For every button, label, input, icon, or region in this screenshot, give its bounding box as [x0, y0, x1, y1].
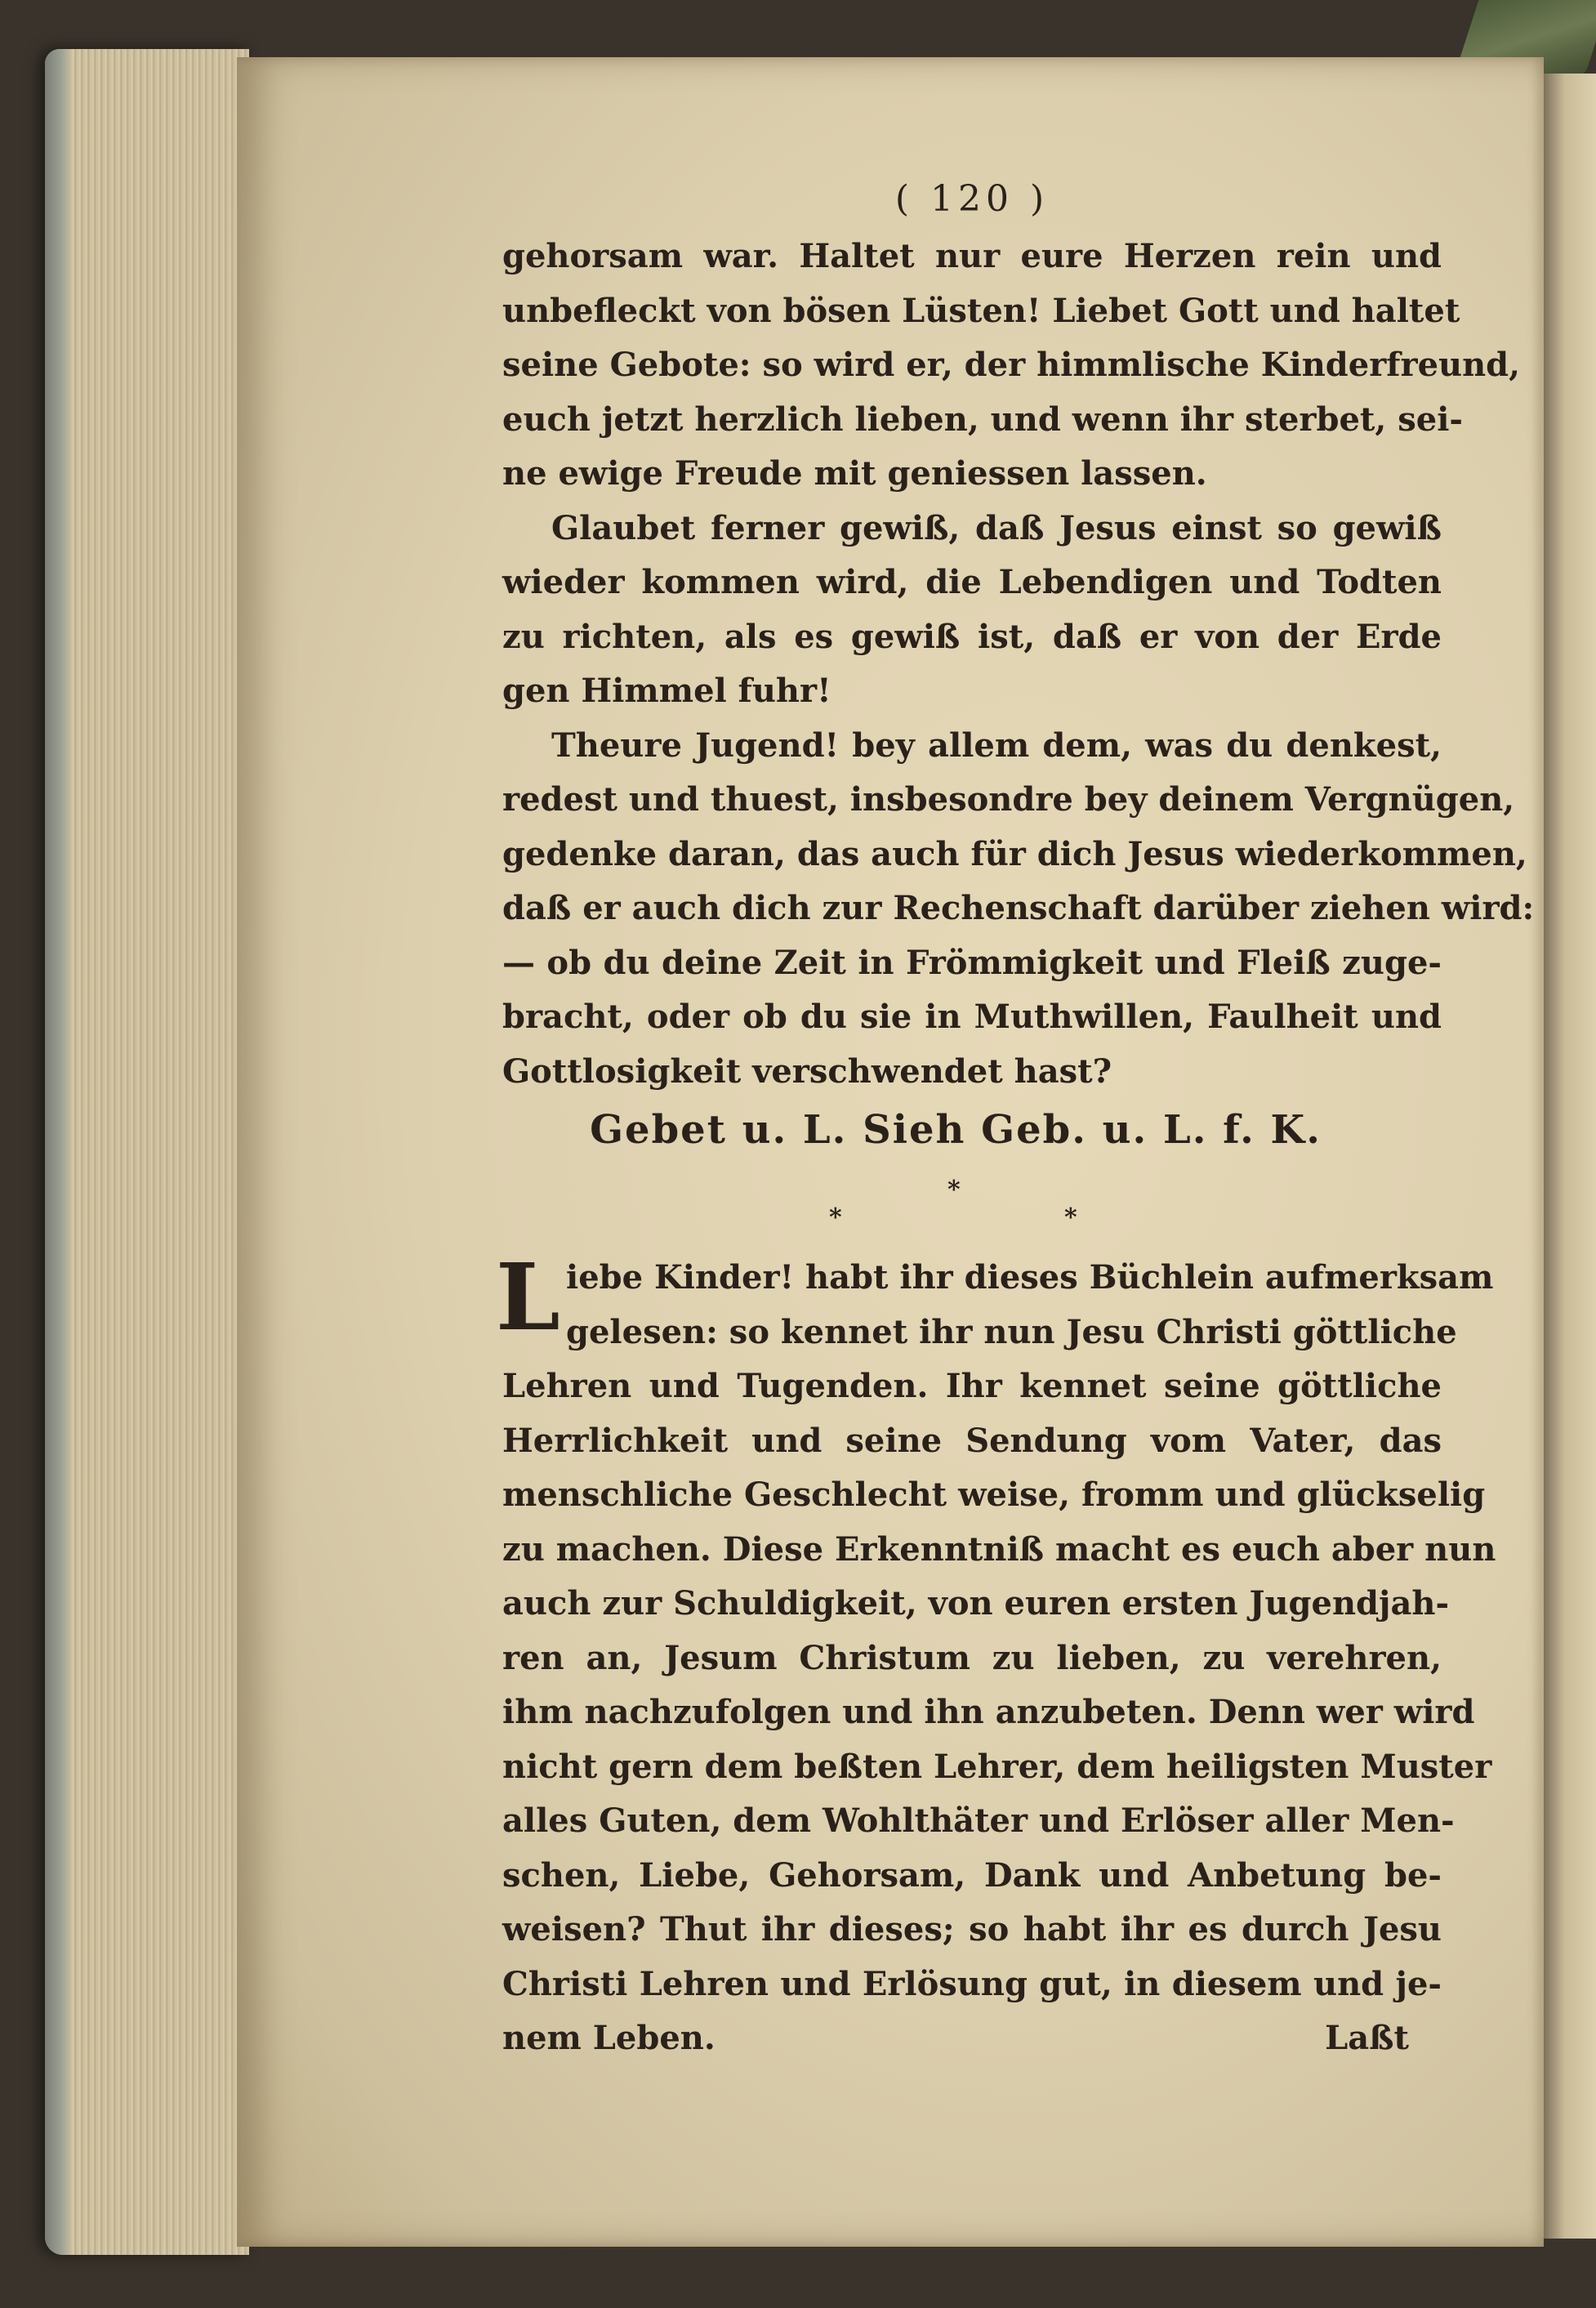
text-line: iebe Kinder! habt ihr dieses Büchlein aufmerksam	[566, 1258, 1494, 1297]
text-line: ne ewige Freude mit geniessen lassen.	[502, 454, 1207, 493]
text-line: alles Guten, dem Wohlthäter und Erlöser aller Men-	[502, 1801, 1455, 1840]
text-line: gedenke daran, das auch für dich Jesus wiederkommen,	[502, 834, 1527, 873]
text-line: bracht, oder ob du sie in Muthwillen, Faulheit und	[502, 998, 1442, 1036]
dropcap-block	[496, 1244, 1494, 1359]
text-line: Theure Jugend! bey allem dem, was du denkest,	[551, 725, 1442, 765]
separator-star: *	[1064, 1203, 1077, 1232]
paragraph-3	[502, 719, 1535, 1100]
text-line: redest und thuest, insbesondre bey deinem Vergnügen,	[502, 780, 1515, 819]
drop-cap: L	[496, 1244, 560, 1351]
text-line: — ob du deine Zeit in Frömmigkeit und Fleiß zuge-	[502, 943, 1442, 982]
text-line: nicht gern dem beßten Lehrer, dem heiligsten Muster	[502, 1747, 1492, 1786]
page-number: ( 120 )	[894, 178, 1050, 220]
final-line-row	[502, 2011, 1442, 2066]
text-line: gehorsam war. Haltet nur eure Herzen rein und	[502, 237, 1442, 275]
text-line: Christi Lehren und Erlösung gut, in diesem und je-	[502, 1964, 1442, 2003]
text-line: Lehren und Tugenden. Ihr kennet seine göttliche	[502, 1367, 1442, 1405]
text-line: gen Himmel fuhr!	[502, 672, 831, 710]
book-gutter	[1544, 74, 1596, 2239]
prayer-reference: Gebet u. L. Sieh Geb. u. L. f. K.	[590, 1107, 1322, 1153]
final-paragraph	[496, 1244, 1496, 2066]
text-line: seine Gebote: so wird er, der himmlische Kinderfreund,	[502, 346, 1521, 384]
text-line: daß er auch dich zur Rechenschaft darüber ziehen wird:	[502, 889, 1535, 927]
text-line: nem Leben.	[502, 2019, 716, 2057]
text-line: ihm nachzufolgen und ihn anzubeten. Denn wer wird	[502, 1693, 1475, 1731]
text-line: Glaubet ferner gewiß, daß Jesus einst so gewiß	[551, 508, 1442, 547]
separator-star: *	[829, 1203, 842, 1232]
section-separator	[502, 1161, 1442, 1251]
text-line: unbefleckt von bösen Lüsten! Liebet Gott und haltet	[502, 291, 1460, 330]
text-line: Herrlichkeit und seine Sendung vom Vater, das	[502, 1421, 1442, 1460]
paragraph-1	[502, 230, 1521, 502]
separator-star: *	[947, 1176, 961, 1204]
text-line: weisen? Thut ihr dieses; so habt ihr es durch Jesu	[502, 1910, 1442, 1949]
text-line: euch jetzt herzlich lieben, und wenn ihr sterbet, sei-	[502, 400, 1464, 439]
page-edges	[45, 49, 249, 2255]
text-line: zu machen. Diese Erkenntniß macht es euch aber nun	[502, 1529, 1496, 1569]
page-text	[496, 176, 1535, 2066]
paragraph-2	[502, 502, 1442, 719]
text-line: ren an, Jesum Christum zu lieben, zu verehren,	[502, 1638, 1442, 1677]
text-line: wieder kommen wird, die Lebendigen und Todten	[502, 563, 1442, 601]
text-line: zu richten, als es gewiß ist, daß er von der Erde	[502, 617, 1442, 656]
text-line: Gottlosigkeit verschwendet hast?	[502, 1051, 1112, 1091]
text-line: schen, Liebe, Gehorsam, Dank und Anbetung be-	[502, 1855, 1442, 1895]
catchword: Laßt	[1325, 2019, 1409, 2057]
text-line: auch zur Schuldigkeit, von euren ersten Jugendjah-	[502, 1584, 1450, 1623]
cover-edge	[45, 49, 71, 2255]
text-line: gelesen: so kennet ihr nun Jesu Christi göttliche	[566, 1312, 1457, 1351]
text-line: menschliche Geschlecht weise, fromm und glückselig	[502, 1475, 1486, 1514]
